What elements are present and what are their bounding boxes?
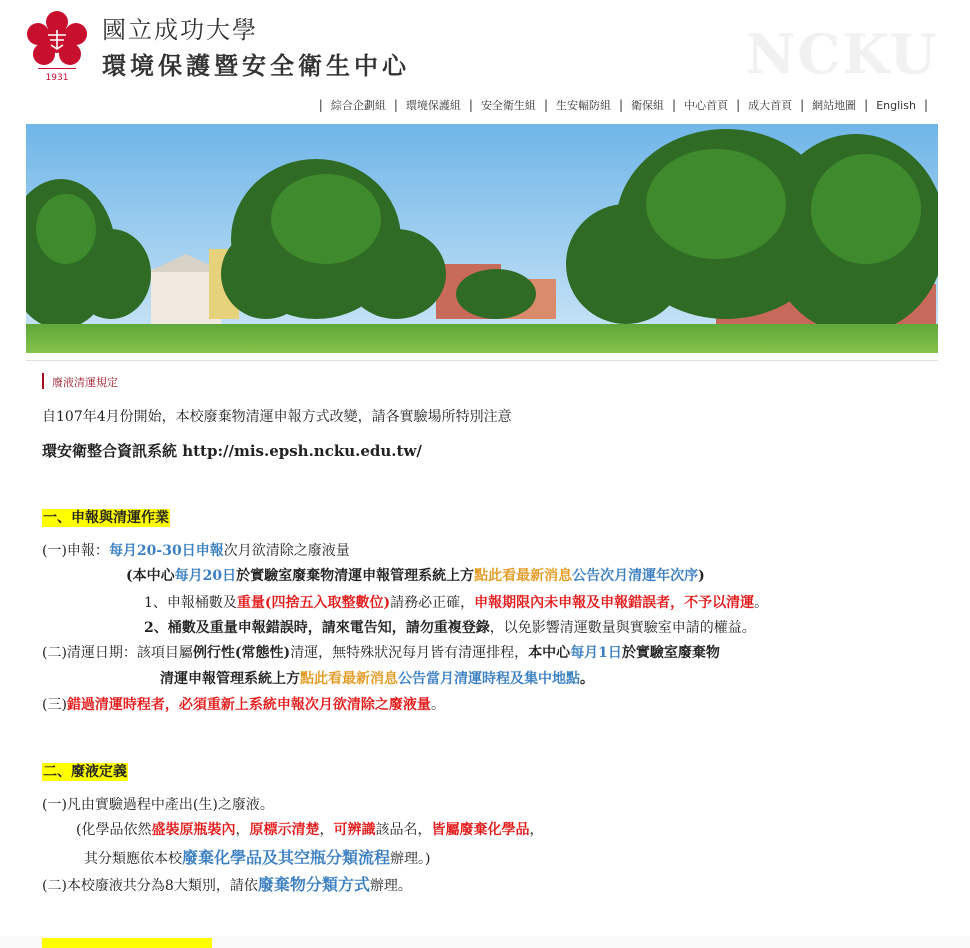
- top-navigation: [311, 97, 936, 113]
- definition-line-4: (二)本校廢液共分為8大類別，請依廢棄物分類方式辦理。: [42, 875, 412, 894]
- highlight-text: 二、廢液定義: [43, 764, 127, 780]
- content-line-7: (三)錯過清運時程者，必須重新上系統申報次月欲清除之廢液量。: [42, 697, 445, 713]
- campus-banner-image: [26, 124, 938, 353]
- content-line-1: (一)申報：每月20-30日申報次月欲清除之廢液量: [42, 543, 350, 559]
- content-line-2: (本中心每月20日於實驗室廢棄物清運申報管理系統上方點此看最新消息公告次月清運年次序): [126, 568, 705, 584]
- content-line-4: 2、桶數及重量申報錯誤時，請來電告知，請勿重複登錄，以免影響清運數量與實驗室申請的權益。: [144, 620, 756, 636]
- nav-item-planning[interactable]: 綜合企劃組: [330, 99, 386, 112]
- nav-separator: |: [923, 98, 928, 112]
- school-name: 國立成功大學: [102, 16, 258, 44]
- nav-separator: |: [736, 98, 741, 112]
- nav-item-center-home[interactable]: 中心首頁: [684, 99, 729, 112]
- definition-line-1: (一)凡由實驗過程中產出(生)之廢液。: [42, 797, 274, 813]
- nav-separator: |: [393, 98, 398, 112]
- system-link[interactable]: 環安衛整合資訊系統 http://mis.epsh.ncku.edu.tw/: [42, 442, 422, 460]
- nav-item-sitemap[interactable]: 網站地圖: [812, 99, 857, 112]
- content-line-3: 1、申報桶數及重量(四捨五入取整數位)請務必正確，申報期限內未申報及申報錯誤者，不予以清運。: [144, 595, 769, 611]
- center-name: 環境保護暨安全衛生中心: [102, 51, 410, 80]
- nav-separator: |: [543, 98, 548, 112]
- logo-year: 1931: [45, 73, 69, 82]
- ncku-logo[interactable]: [24, 8, 90, 82]
- nav-separator: |: [468, 98, 473, 112]
- nav-separator: |: [672, 98, 677, 112]
- nav-item-environmental[interactable]: 環境保護組: [405, 99, 461, 112]
- intro-text: 自107年4月份開始，本校廢棄物清運申報方式改變，請各實驗場所特別注意: [42, 409, 512, 425]
- content-line-5: (二)清運日期：該項目屬例行性(常態性)清運，無特殊狀況每月皆有清運排程，本中心每月1日於實驗室廢棄物: [42, 645, 720, 661]
- section-heading: 廢液清運規定: [52, 376, 118, 389]
- section-title-1: [42, 507, 170, 527]
- nav-item-ncku-home[interactable]: 成大首頁: [748, 99, 793, 112]
- cut-off-section-title: [42, 938, 212, 948]
- nav-separator: |: [618, 98, 624, 112]
- nav-separator: |: [864, 98, 869, 112]
- highlight-text: 一、申報與清運作業: [43, 510, 169, 526]
- nav-item-biosafety[interactable]: 生安輻防組: [555, 99, 611, 112]
- divider: [26, 360, 938, 361]
- content-line-6: 清運申報管理系統上方點此看最新消息公告當月清運時程及集中地點。: [160, 671, 594, 687]
- definition-line-3: 其分類應依本校廢棄化學品及其空瓶分類流程辦理。): [84, 848, 431, 867]
- nav-item-english[interactable]: English: [876, 98, 916, 112]
- latest-news-link[interactable]: 點此看最新消息: [474, 568, 573, 584]
- definition-line-2: (化學品依然盛裝原瓶裝內，原標示清楚，可辨識該品名，皆屬廢棄化學品，: [76, 822, 544, 838]
- section-title-2: [42, 761, 128, 781]
- classification-flow-link[interactable]: 廢棄化學品及其空瓶分類流程: [182, 848, 391, 867]
- nav-separator: |: [318, 98, 323, 112]
- nav-item-health-care[interactable]: 衛保組: [631, 99, 665, 112]
- section-marker: [42, 373, 44, 389]
- latest-news-link[interactable]: 點此看最新消息: [300, 671, 398, 687]
- nav-separator: |: [800, 98, 805, 112]
- nav-item-safety-health[interactable]: 安全衛生組: [480, 99, 536, 112]
- classification-method-link[interactable]: 廢棄物分類方式: [257, 875, 370, 894]
- ncku-watermark: NCKU: [746, 22, 939, 86]
